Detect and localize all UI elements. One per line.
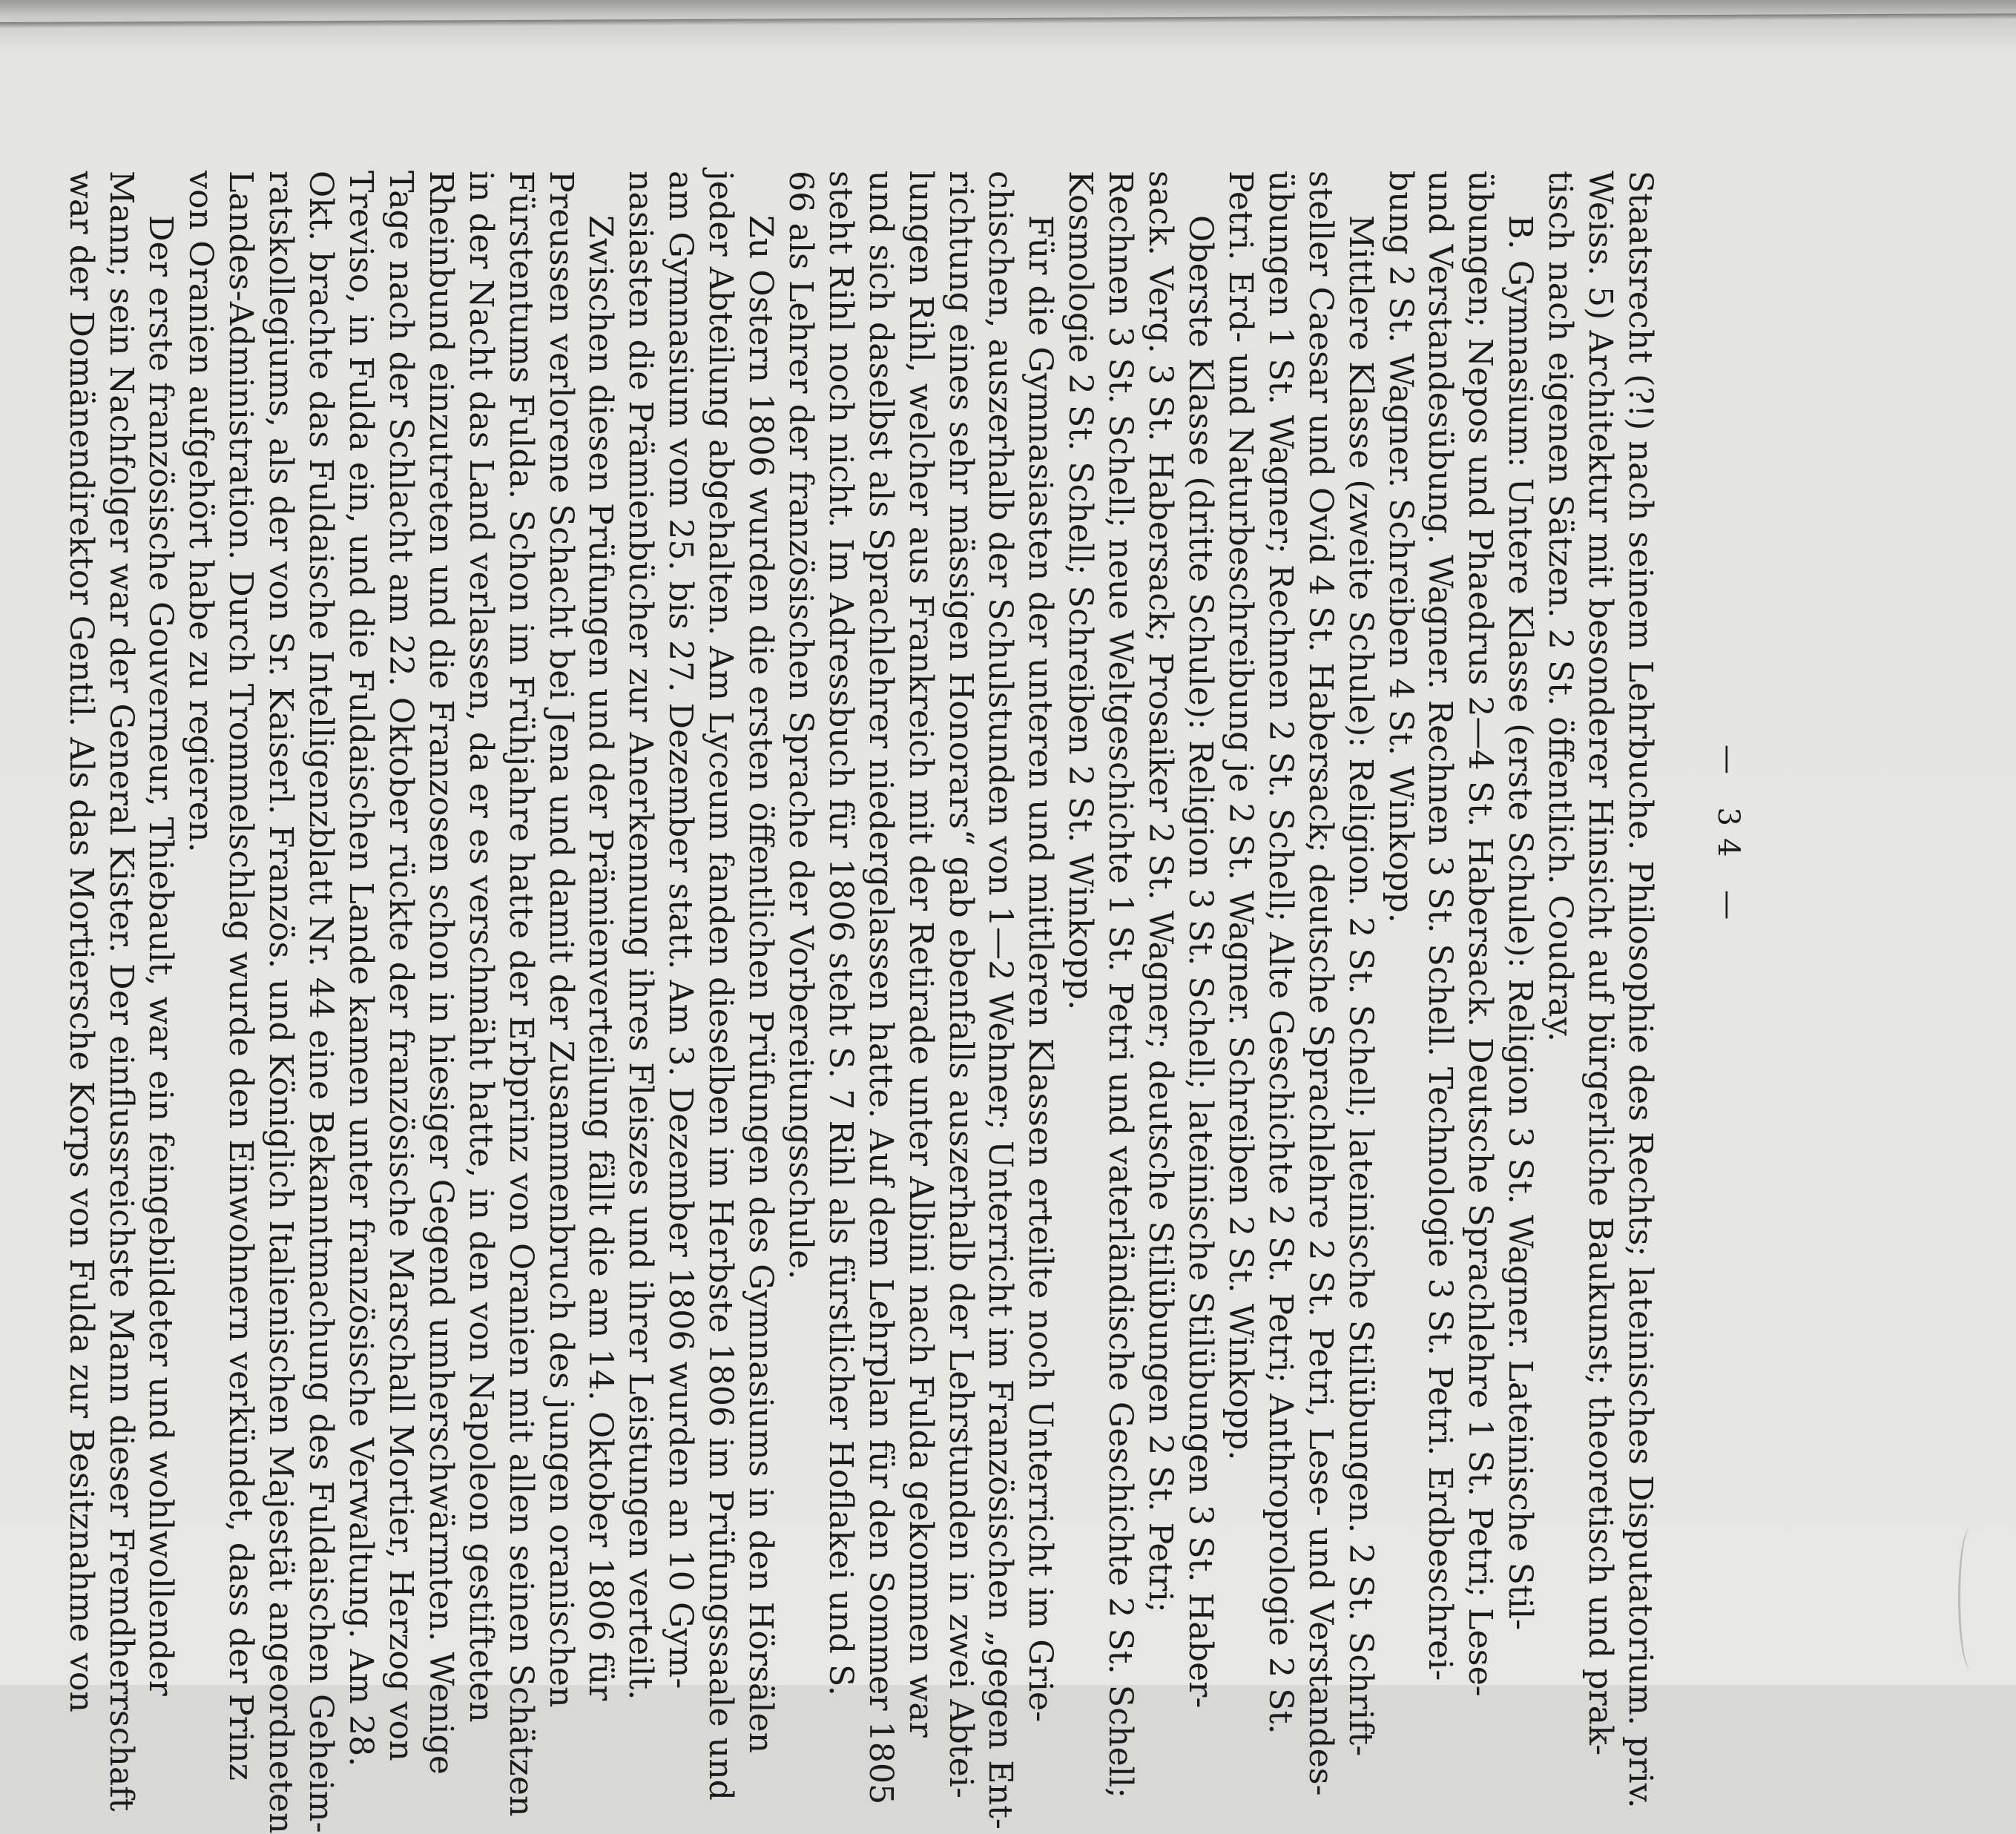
text-line: übungen; Nepos und Phaedrus 2—4 St. Habersack. Deutsche Sprachlehre 1 St. Petri; Lese- [1461, 171, 1500, 1697]
text-line: Fürstentums Fulda. Schon im Frühjahre hatte der Erbprinz von Oranien mit allen seinen Schätzen [501, 171, 540, 1817]
text-line: in der Nacht das Land verlassen, da er es verschmäht hatte, in den von Napoleon gestifteten [461, 171, 500, 1723]
text-line: war der Domänendirektor Gentil. Als das Mortiersche Korps von Fulda zur Besitznahme von [62, 171, 100, 1713]
text-line: bung 2 St. Wagner. Schreiben 4 St. Winkopp. [1381, 171, 1420, 923]
text-line: Zu Ostern 1806 wurden die ersten öffentlichen Prüfungen des Gymnasiums in den Hörsälen [742, 215, 780, 1754]
text-line: Okt. brachte das Fuldaische Intelligenzblatt Nr. 44 eine Bekanntmachung des Fuldaischen Geheim- [302, 171, 340, 1833]
text-line: Staatsrecht (?!) nach seinem Lehrbuche. Philosophie des Rechts; lateinisches Disputatorium. priv. [1621, 171, 1659, 1809]
text-line: Petri. Erd- und Naturbeschreibung je 2 St. Wagner. Schreiben 2 St. Winkopp. [1221, 171, 1259, 1461]
text-line: Preussen verlorene Schacht bei Jena und damit der Zusammenbruch des jungen oranischen [541, 171, 580, 1708]
text-line: Weiss. 5) Architektur mit besonderer Hinsicht auf bürgerliche Baukunst; theoretisch und prak- [1581, 171, 1620, 1756]
text-line: jeder Abteilung abgehalten. Am Lyceum fanden dieselben im Herbste 1806 im Prüfungssaale und [702, 171, 740, 1801]
text-line: Oberste Klasse (dritte Schule): Religion 3 St. Schell; lateinische Stilübungen 3 St. Haber- [1182, 215, 1220, 1709]
text-line: Für die Gymnasiasten der unteren und mittleren Klassen erteilte noch Unterricht im Grie- [1021, 215, 1060, 1723]
text-line: Kosmologie 2 St. Schell; Schreiben 2 St. Winkopp. [1061, 171, 1100, 1011]
text-line: übungen 1 St. Wagner; Rechnen 2 St. Schell; Alte Geschichte 2 St. Petri; Anthroprologie 2 St. [1261, 171, 1299, 1735]
text-line: steller Caesar und Ovid 4 St. Habersack; deutsche Sprachlehre 2 St. Petri, Lese- und Verstandes- [1301, 171, 1340, 1796]
text-line: Rheinbund einzutreten und die Franzosen schon in hiesiger Gegend umherschwärmten. Wenige [421, 171, 460, 1775]
paragraph [1220, 171, 1380, 1796]
text-line: B. Gymnasium: Untere Klasse (erste Schule): Religion 3 St. Wagner. Lateinische Stil- [1501, 215, 1540, 1631]
paragraph [780, 171, 1060, 1830]
text-line: Treviso, in Fulda ein, und die Fuldaischen Lande kamen unter französische Verwaltung. Am 28. [342, 171, 380, 1767]
paragraph [1380, 171, 1541, 1697]
text-line: ratskollegiums, als der von Sr. Kaiserl. Französ. und Königlich Italienischen Majestät angeordneten [262, 171, 300, 1834]
text-line: lungen Rihl, welcher aus Frankreich mit der Retirade unter Albini nach Fulda gekommen war [901, 171, 940, 1738]
paragraph [61, 171, 181, 1812]
paragraph [180, 171, 620, 1834]
text-line: Tage nach der Schlacht am 22. Oktober rückte der französische Marschall Mortier, Herzog von [381, 171, 420, 1761]
text-line: nasiasten die Prämienbücher zur Anerkennung ihres Fleiszes und ihrer Leistungen verteilt. [622, 171, 660, 1701]
paragraph [620, 171, 780, 1801]
text-line: und Verstandesübung. Wagner. Rechnen 3 St. Schell. Technologie 3 St. Petri. Erdbeschrei- [1421, 171, 1460, 1681]
text-line: sack. Verg. 3 St. Habersack; Prosaiker 2 St. Wagner; deutsche Stilübungen 2 St. Petri; [1142, 171, 1180, 1613]
paragraph [1540, 171, 1660, 1809]
text-line: Rechnen 3 St. Schell; neue Weltgeschichte 1 St. Petri und vaterländische Geschichte 2 St. Schell; [1101, 171, 1140, 1798]
text-line: Landes-Administration. Durch Trommelschlag wurde den Einwohnern verkündet, dass der Prinz [222, 171, 260, 1781]
text-line: steht Rihl noch nicht. Im Adressbuch für 1806 steht S. 7 Rihl als fürstlicher Hoflakei und S. [821, 171, 860, 1696]
text-line: tisch nach eigenen Sätzen. 2 St. öffentlich. Coudray. [1541, 171, 1580, 1042]
text-line: Zwischen diesen Prüfungen und der Prämienverteilung fällt die am 14. Oktober 1806 für [582, 215, 620, 1701]
text-line: Mann; sein Nachfolger war der General Kister. Der einflussreichste Mann dieser Fremdherrschaft [102, 171, 140, 1812]
text-line: Mittlere Klasse (zweite Schule): Religion. 2 St. Schell; lateinische Stilübungen. 2 St. Schrift- [1341, 215, 1380, 1757]
paragraph [1060, 171, 1220, 1798]
text-line: Der erste französische Gouverneur, Thiebault, war ein feingebildeter und wohlwollender [142, 215, 180, 1696]
body-text [61, 171, 1660, 1834]
text-line: richtung eines sehr mässigen Honorars“ gab ebenfalls auszerhalb der Lehrstunden in zwei Abtei- [941, 171, 980, 1798]
binding-mark [1958, 1528, 1983, 1669]
text-line: 66 als Lehrer der französischen Sprache der Vorbereitungsschule. [781, 171, 820, 1280]
rotated-book-page [62, 67, 1832, 1834]
text-line: chischen, auszerhalb der Schulstunden von 1—2 Wehner; Unterricht im Französischen „gegen Ent- [981, 171, 1020, 1830]
page-number: — 34 — [1711, 744, 1745, 932]
text-line: und sich daselbst als Sprachlehrer niedergelassen hatte. Auf dem Lehrplan für den Sommer 1805 [861, 171, 900, 1805]
text-line: von Oranien aufgehört habe zu regieren. [182, 171, 220, 853]
text-line: am Gymnasium vom 25. bis 27. Dezember statt. Am 3. Dezember 1806 wurden an 10 Gym- [662, 171, 700, 1689]
